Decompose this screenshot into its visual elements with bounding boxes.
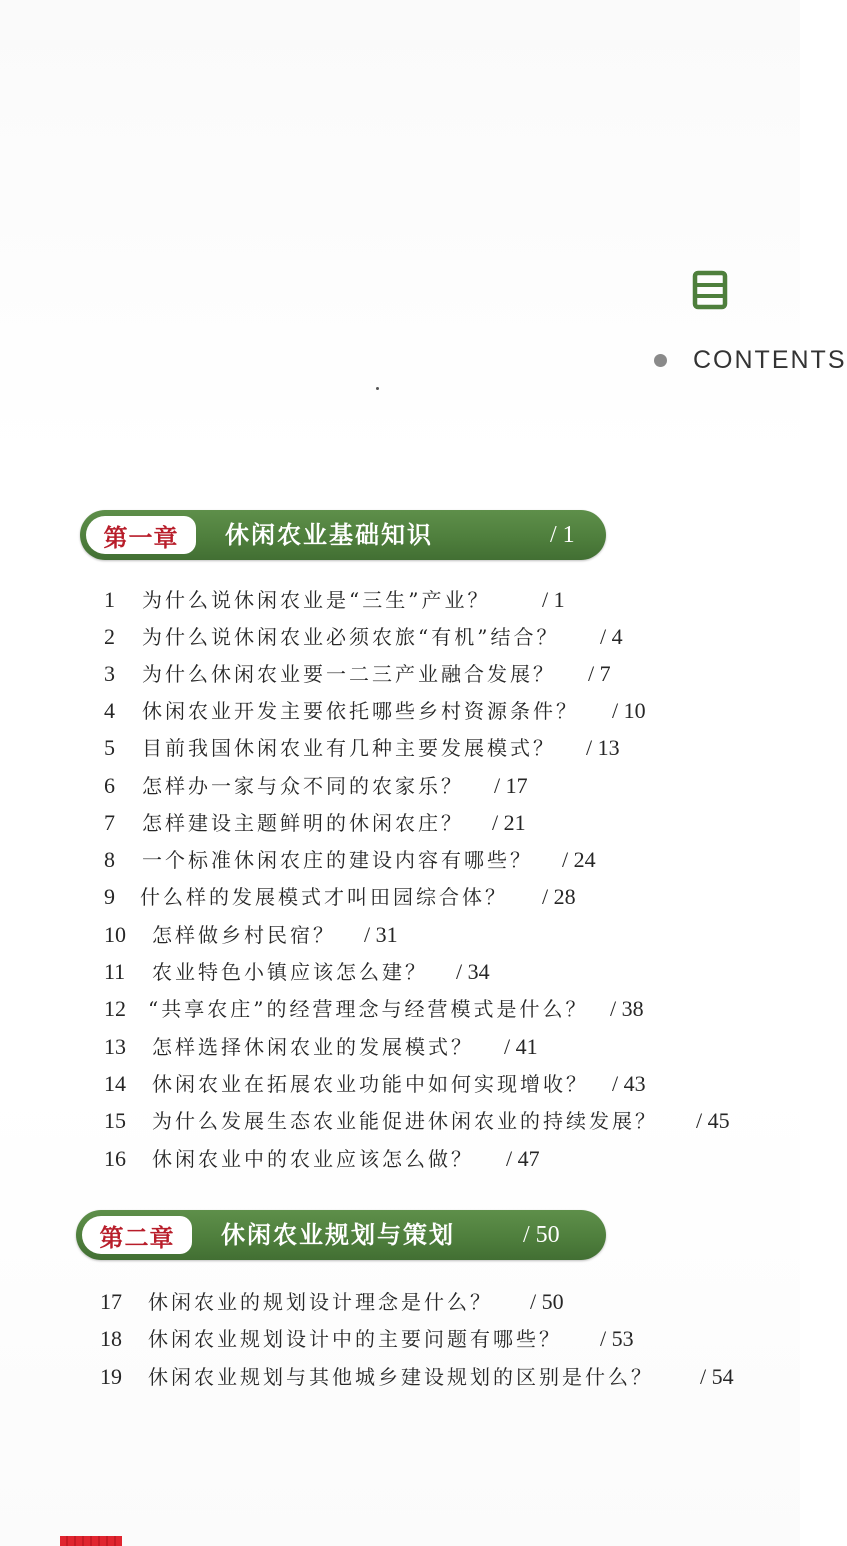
chapter-bar-1[interactable] [80,510,606,560]
toc-entry[interactable] [104,806,760,840]
entry-number: 18 [100,1326,122,1351]
entry-title: 休闲农业中的农业应该怎么做？ [152,1147,474,1171]
chapter-label: 第二章 [99,1223,175,1252]
entry-page-number: / 4 [600,624,623,649]
entry-number: 1 [104,587,115,612]
entry-number: 13 [104,1034,126,1059]
chapter-label-pill [82,1216,192,1254]
toc-entry[interactable] [104,657,760,691]
entry-number: 15 [104,1108,126,1133]
toc-entry[interactable] [100,1322,760,1356]
entry-number: 10 [104,922,126,947]
toc-entry[interactable] [100,1360,760,1394]
entry-page-number: / 47 [506,1146,540,1171]
entry-page-number: / 24 [562,847,596,872]
toc-entry[interactable] [104,918,760,952]
entry-page-number: / 28 [542,884,576,909]
toc-entry[interactable] [104,694,760,728]
entry-number: 17 [100,1289,122,1314]
entry-title: 休闲农业规划与其他城乡建设规划的区别是什么？ [148,1365,654,1389]
entry-page-number: / 54 [700,1364,734,1389]
toc-entry[interactable] [104,880,760,914]
entry-page-number: / 13 [586,735,620,760]
toc-entry[interactable] [104,955,760,989]
entry-title: 为什么休闲农业要一二三产业融合发展？ [142,662,556,686]
chapter-label-pill [86,516,196,554]
entry-title: 为什么说休闲农业是“三生”产业？ [142,588,491,612]
entry-page-number: / 43 [612,1071,646,1096]
entry-number: 5 [104,735,115,760]
toc-entry[interactable] [100,1285,760,1319]
bullet-dot-icon [654,354,667,367]
toc-entry[interactable] [104,620,760,654]
toc-entry[interactable] [104,843,760,877]
toc-entry[interactable] [104,731,760,765]
entry-title: 为什么发展生态农业能促进休闲农业的持续发展？ [152,1109,658,1133]
entry-title: 休闲农业的规划设计理念是什么？ [148,1290,493,1314]
entry-title: 怎样做乡村民宿？ [152,923,336,947]
contents-heading [654,340,847,380]
toc-entry[interactable] [104,1030,760,1064]
entry-number: 6 [104,773,115,798]
toc-entry[interactable] [104,1104,760,1138]
entry-page-number: / 45 [696,1108,730,1133]
entry-title: 怎样选择休闲农业的发展模式？ [152,1035,474,1059]
contents-label: CONTENTS [693,345,847,374]
entry-number: 16 [104,1146,126,1171]
entry-number: 19 [100,1364,122,1389]
entry-title: 怎样建设主题鲜明的休闲农庄？ [142,811,464,835]
red-edge-mark [60,1536,122,1546]
print-speck [376,387,379,390]
entry-page-number: / 17 [494,773,528,798]
toc-entry[interactable] [104,992,760,1026]
entry-title: 什么样的发展模式才叫田园综合体？ [140,885,508,909]
entry-page-number: / 50 [530,1289,564,1314]
entry-number: 11 [104,959,126,984]
entry-title: 一个标准休闲农庄的建设内容有哪些？ [142,848,533,872]
entry-title: 怎样办一家与众不同的农家乐？ [142,774,464,798]
toc-entry[interactable] [104,1067,760,1101]
entry-page-number: / 34 [456,959,490,984]
list-icon [692,270,728,310]
entry-title: 为什么说休闲农业必须农旅“有机”结合？ [142,625,560,649]
entry-page-number: / 1 [542,587,565,612]
chapter-title: 休闲农业基础知识 [225,520,433,549]
entry-title: “共享农庄”的经营理念与经营模式是什么？ [148,997,589,1021]
chapter-label: 第一章 [103,523,179,552]
entry-page-number: / 7 [588,661,611,686]
entry-title: 目前我国休闲农业有几种主要发展模式？ [142,736,556,760]
entry-number: 4 [104,698,115,723]
entry-number: 8 [104,847,115,872]
entry-number: 3 [104,661,115,686]
entry-title: 休闲农业规划设计中的主要问题有哪些？ [148,1327,562,1351]
chapter-title: 休闲农业规划与策划 [221,1220,455,1249]
entry-number: 14 [104,1071,126,1096]
toc-entry[interactable] [104,1142,760,1176]
chapter-page: / 1 [550,522,575,548]
entry-number: 2 [104,624,115,649]
entry-page-number: / 38 [610,996,644,1021]
entry-number: 12 [104,996,126,1021]
entry-number: 9 [104,884,115,909]
entry-page-number: / 10 [612,698,646,723]
entry-page-number: / 41 [504,1034,538,1059]
entry-page-number: / 53 [600,1326,634,1351]
toc-entry[interactable] [104,583,760,617]
chapter-bar-2[interactable] [76,1210,606,1260]
entry-title: 休闲农业开发主要依托哪些乡村资源条件？ [142,699,579,723]
entry-title: 休闲农业在拓展农业功能中如何实现增收？ [152,1072,589,1096]
chapter-page: / 50 [523,1222,560,1248]
entry-number: 7 [104,810,115,835]
entry-title: 农业特色小镇应该怎么建？ [152,960,428,984]
toc-entry[interactable] [104,769,760,803]
entry-page-number: / 21 [492,810,526,835]
entry-page-number: / 31 [364,922,398,947]
